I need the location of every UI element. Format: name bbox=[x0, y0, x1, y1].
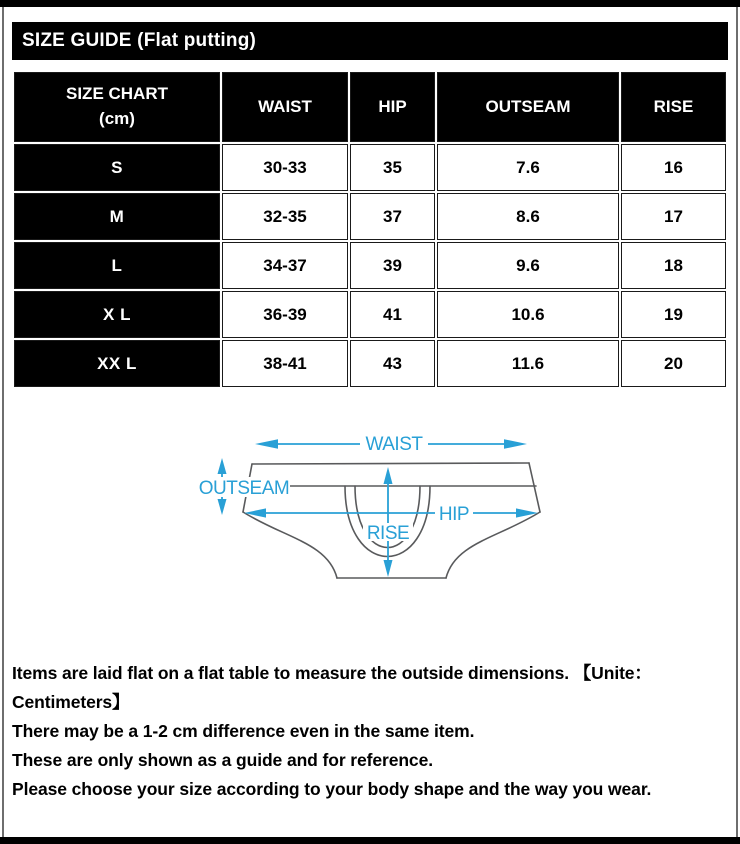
outseam-label: OUTSEAM bbox=[198, 478, 290, 499]
waist-label: WAIST bbox=[365, 434, 423, 455]
outseam-cell: 9.6 bbox=[437, 242, 619, 289]
waist-cell: 36-39 bbox=[222, 291, 348, 338]
hip-label: HIP bbox=[438, 504, 470, 525]
right-side-edge bbox=[529, 463, 540, 512]
arrowhead-right-icon bbox=[516, 508, 538, 517]
header-size-chart-line1: SIZE CHART bbox=[66, 84, 168, 104]
note-line: These are only shown as a guide and for reference. bbox=[12, 750, 433, 770]
rise-label: RISE bbox=[366, 523, 410, 544]
note-line: Please choose your size according to your body shape and the way you wear. bbox=[12, 779, 652, 799]
size-guide-title: SIZE GUIDE (Flat putting) bbox=[12, 22, 728, 60]
header-rise: RISE bbox=[621, 72, 726, 142]
table-row bbox=[14, 193, 726, 240]
bottom-border-bar bbox=[0, 837, 740, 844]
rise-cell: 20 bbox=[621, 340, 726, 387]
rise-cell: 19 bbox=[621, 291, 726, 338]
outseam-cell: 8.6 bbox=[437, 193, 619, 240]
hip-arrow bbox=[244, 508, 538, 517]
table-row bbox=[14, 242, 726, 289]
waistband-top-edge bbox=[252, 463, 529, 464]
size-cell: S bbox=[14, 144, 220, 191]
table-row bbox=[14, 291, 726, 338]
right-border-line bbox=[736, 7, 738, 837]
arrowhead-down-icon bbox=[384, 560, 393, 577]
measurement-notes bbox=[12, 659, 730, 804]
size-chart-table bbox=[12, 70, 728, 389]
size-cell: X L bbox=[14, 291, 220, 338]
header-size-chart-line2: (cm) bbox=[99, 109, 135, 128]
hip-cell: 35 bbox=[350, 144, 435, 191]
waist-cell: 34-37 bbox=[222, 242, 348, 289]
arrowhead-right-icon bbox=[504, 439, 527, 449]
table-row bbox=[14, 144, 726, 191]
size-cell: XX L bbox=[14, 340, 220, 387]
briefs-measurement-svg bbox=[150, 425, 620, 610]
arrowhead-up-icon bbox=[384, 467, 393, 484]
hip-cell: 37 bbox=[350, 193, 435, 240]
waist-cell: 38-41 bbox=[222, 340, 348, 387]
table-header-row bbox=[14, 72, 726, 142]
header-waist: WAIST bbox=[222, 72, 348, 142]
hip-cell: 39 bbox=[350, 242, 435, 289]
header-size-chart bbox=[14, 72, 220, 142]
outseam-cell: 11.6 bbox=[437, 340, 619, 387]
outseam-cell: 10.6 bbox=[437, 291, 619, 338]
size-cell: L bbox=[14, 242, 220, 289]
header-outseam: OUTSEAM bbox=[437, 72, 619, 142]
arrowhead-down-icon bbox=[218, 499, 227, 515]
hip-cell: 43 bbox=[350, 340, 435, 387]
rise-cell: 17 bbox=[621, 193, 726, 240]
arrowhead-left-icon bbox=[244, 508, 266, 517]
header-hip: HIP bbox=[350, 72, 435, 142]
rise-cell: 16 bbox=[621, 144, 726, 191]
note-line: Items are laid flat on a flat table to measure the outside dimensions. 【Unite： bbox=[12, 663, 652, 683]
rise-cell: 18 bbox=[621, 242, 726, 289]
waist-cell: 30-33 bbox=[222, 144, 348, 191]
note-line: There may be a 1-2 cm difference even in the same item. bbox=[12, 721, 475, 741]
note-line: Centimeters】 bbox=[12, 692, 130, 712]
outseam-cell: 7.6 bbox=[437, 144, 619, 191]
size-cell: M bbox=[14, 193, 220, 240]
measurement-arrows bbox=[218, 439, 539, 577]
measurement-diagram bbox=[150, 425, 620, 610]
arrowhead-left-icon bbox=[255, 439, 278, 449]
waist-cell: 32-35 bbox=[222, 193, 348, 240]
rise-arrow bbox=[384, 467, 393, 577]
top-border-bar bbox=[0, 0, 740, 7]
table-row bbox=[14, 340, 726, 387]
arrowhead-up-icon bbox=[218, 458, 227, 474]
left-border-line bbox=[2, 7, 4, 837]
measurement-labels bbox=[199, 434, 469, 544]
left-leg-curve bbox=[243, 512, 337, 578]
hip-cell: 41 bbox=[350, 291, 435, 338]
